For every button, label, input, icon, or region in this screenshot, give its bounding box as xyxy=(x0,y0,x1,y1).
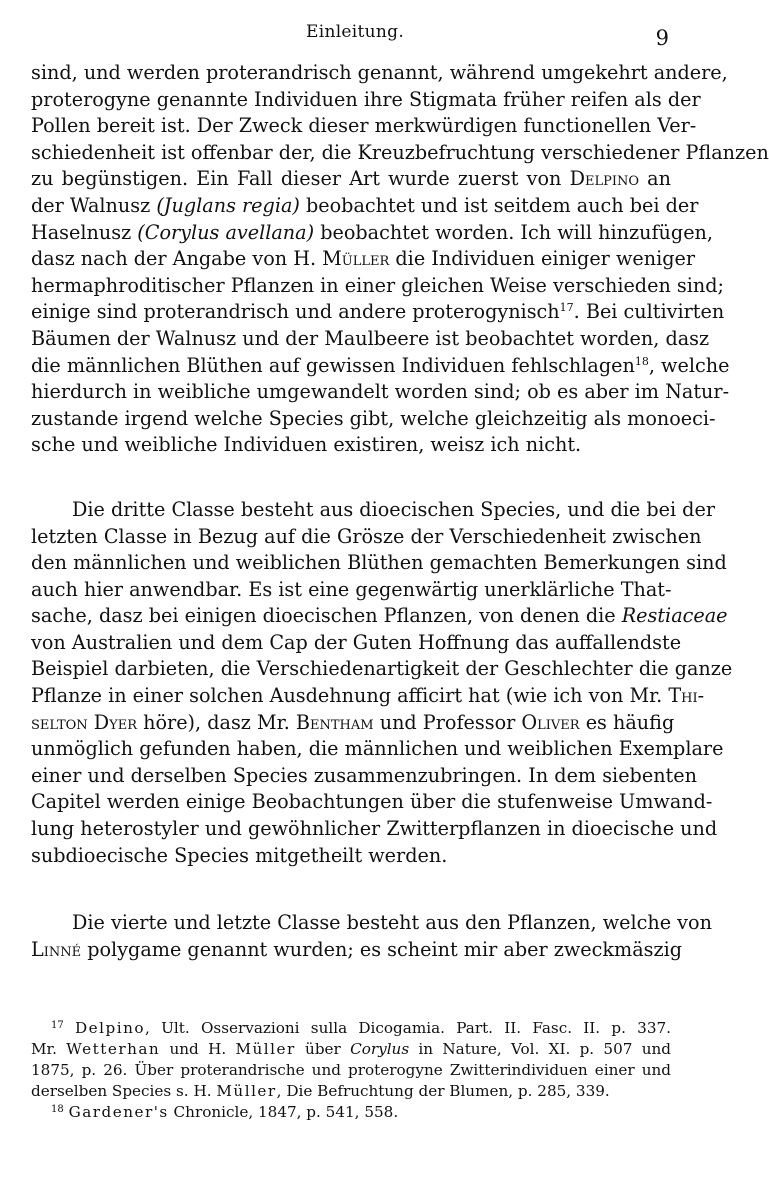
text-fragment: beobachtet worden. Ich will hinzufügen, xyxy=(314,220,714,244)
paragraph-gap xyxy=(31,869,671,910)
footnote-17-line xyxy=(31,1081,671,1102)
text-line xyxy=(31,937,683,964)
author-name: Oliver xyxy=(521,710,580,734)
text-line: hermaphroditischer Pflanzen in einer gleichen Weise verschieden sind; xyxy=(31,273,724,297)
text-fragment: an xyxy=(639,167,671,191)
text-line xyxy=(31,603,728,630)
page-number: 9 xyxy=(655,26,669,50)
text-fragment: Mr. xyxy=(31,1040,67,1058)
text-line: subdioecische Species mitgetheilt werden. xyxy=(31,843,448,867)
author-name: Delpino xyxy=(75,1019,146,1037)
author-name: Thi- xyxy=(668,684,705,708)
text-fragment: zu begünstigen. Ein Fall dieser Art wurde zuerst von xyxy=(31,167,570,191)
text-line: proterogyne genannte Individuen ihre Stigmata früher reifen als der xyxy=(31,87,701,111)
paragraph-gap xyxy=(31,459,671,497)
author-name: selton Dyer xyxy=(31,710,138,734)
text-fragment: Haselnusz xyxy=(31,220,138,244)
paragraph-1 xyxy=(31,60,769,459)
text-line: einer und derselben Species zusammenzubringen. In dem siebenten xyxy=(31,763,697,787)
footnote-17-line: 1875, p. 26. Über proterandrische und proterogyne Zwitterindividuen einer und xyxy=(31,1061,671,1079)
text-line: hierdurch in weibliche umgewandelt worden sind; ob es aber im Natur- xyxy=(31,380,730,404)
footnote-18-line xyxy=(31,1102,671,1123)
text-fragment: der Walnusz xyxy=(31,193,157,217)
footnote-number: 18 xyxy=(51,1104,64,1115)
footnote-17-line xyxy=(31,1018,671,1039)
text-line: Capitel werden einige Beobachtungen über die stufenweise Umwand- xyxy=(31,790,713,814)
text-fragment: , welche xyxy=(648,353,730,377)
species-name: (Juglans regia) xyxy=(156,193,300,217)
text-line: von Australien und dem Cap der Guten Hoffnung das auffallendste xyxy=(31,630,682,654)
text-line: zustande irgend welche Species gibt, welche gleichzeitig als monoeci- xyxy=(31,406,716,430)
text-fragment: Chronicle, 1847, p. 541, 558. xyxy=(168,1103,399,1121)
paragraph-3 xyxy=(31,910,712,963)
text-fragment: , Die Befruchtung der Blumen, p. 285, 339. xyxy=(276,1082,610,1100)
text-fragment: und Professor xyxy=(373,710,522,734)
author-name: Müller xyxy=(216,1082,277,1100)
species-name: Corylus xyxy=(350,1040,410,1058)
text-line: Bäumen der Walnusz und der Maulbeere ist beobachtet worden, dasz xyxy=(31,326,710,350)
text-fragment: über xyxy=(295,1040,351,1058)
text-line xyxy=(31,710,675,737)
footnote-number: 17 xyxy=(51,1020,64,1031)
footnote-ref: 18 xyxy=(634,354,649,368)
text-fragment: die Individuen einiger weniger xyxy=(389,247,696,271)
text-line: den männlichen und weiblichen Blüthen gemachten Bemerkungen sind xyxy=(31,551,727,575)
text-line: sche und weibliche Individuen existiren, weisz ich nicht. xyxy=(31,433,582,457)
text-fragment: es häufig xyxy=(579,710,675,734)
text-line xyxy=(31,220,714,247)
main-text xyxy=(31,60,769,963)
author-name: Gardener's xyxy=(68,1103,169,1121)
text-line: Die dritte Classe besteht aus dioecischen Species, und die bei der xyxy=(72,497,715,521)
author-name: Bentham xyxy=(295,710,374,734)
text-line: schiedenheit ist offenbar der, die Kreuzbefruchtung verschiedener Pflanzen xyxy=(31,140,769,164)
author-name: Delpino xyxy=(569,167,639,191)
text-line: auch hier anwendbar. Es ist eine gegenwärtig unerklärliche That- xyxy=(31,577,672,601)
text-fragment: , Ult. Osservazioni sulla Dicogamia. Part. II. Fasc. II. p. 337. xyxy=(145,1019,671,1037)
footnote-ref: 17 xyxy=(559,301,574,315)
family-name: Restiaceae xyxy=(621,604,728,628)
text-line: letzten Classe in Bezug auf die Grösze der Verschiedenheit zwischen xyxy=(31,524,702,548)
text-line: Beispiel darbieten, die Verschiedenartigkeit der Geschlechter die ganze xyxy=(31,657,733,681)
author-name: Müller xyxy=(235,1040,296,1058)
text-fragment: polygame genannt wurden; es scheint mir aber zweckmäszig xyxy=(81,937,683,961)
page-header xyxy=(0,22,705,52)
text-fragment: einige sind proterandrisch und andere proterogynisch xyxy=(31,300,560,324)
species-name: (Corylus avellana) xyxy=(137,220,315,244)
text-fragment: in Nature, Vol. XI. p. 507 und xyxy=(409,1040,671,1058)
author-name: Müller xyxy=(322,247,390,271)
text-line: lung heterostyler und gewöhnlicher Zwitterpflanzen in dioecische und xyxy=(31,817,718,841)
text-fragment: höre), dasz Mr. xyxy=(137,710,296,734)
text-fragment: sache, dasz bei einigen dioecischen Pflanzen, von denen die xyxy=(31,604,622,628)
author-name: Wetterhan xyxy=(66,1040,161,1058)
text-fragment: die männlichen Blüthen auf gewissen Individuen fehlschlagen xyxy=(31,353,635,377)
text-line xyxy=(31,166,671,193)
text-line xyxy=(31,193,699,220)
footnotes xyxy=(31,1018,671,1123)
text-line xyxy=(31,299,725,326)
text-line: sind, und werden proterandrisch genannt, während umgekehrt andere, xyxy=(31,61,728,84)
text-fragment: und H. xyxy=(160,1040,236,1058)
author-name: Linné xyxy=(31,937,82,961)
text-line: Die vierte und letzte Classe besteht aus den Pflanzen, welche von xyxy=(72,911,712,935)
text-line xyxy=(31,353,730,380)
text-line xyxy=(31,246,696,273)
text-line: Pollen bereit ist. Der Zweck dieser merkwürdigen functionellen Ver- xyxy=(31,114,697,138)
text-fragment: Pflanze in einer solchen Ausdehnung afficirt hat (wie ich von Mr. xyxy=(31,684,669,708)
text-line xyxy=(31,683,705,710)
text-fragment: . Bei cultivirten xyxy=(573,300,725,324)
paragraph-2 xyxy=(31,497,733,869)
text-fragment: beobachtet und ist seitdem auch bei der xyxy=(299,193,699,217)
footnote-17-line xyxy=(31,1039,671,1060)
running-title: Einleitung. xyxy=(306,22,405,42)
text-line: unmöglich gefunden haben, die männlichen und weiblichen Exemplare xyxy=(31,737,724,761)
text-fragment: derselben Species s. H. xyxy=(31,1082,217,1100)
text-fragment: dasz nach der Angabe von H. xyxy=(31,247,323,271)
